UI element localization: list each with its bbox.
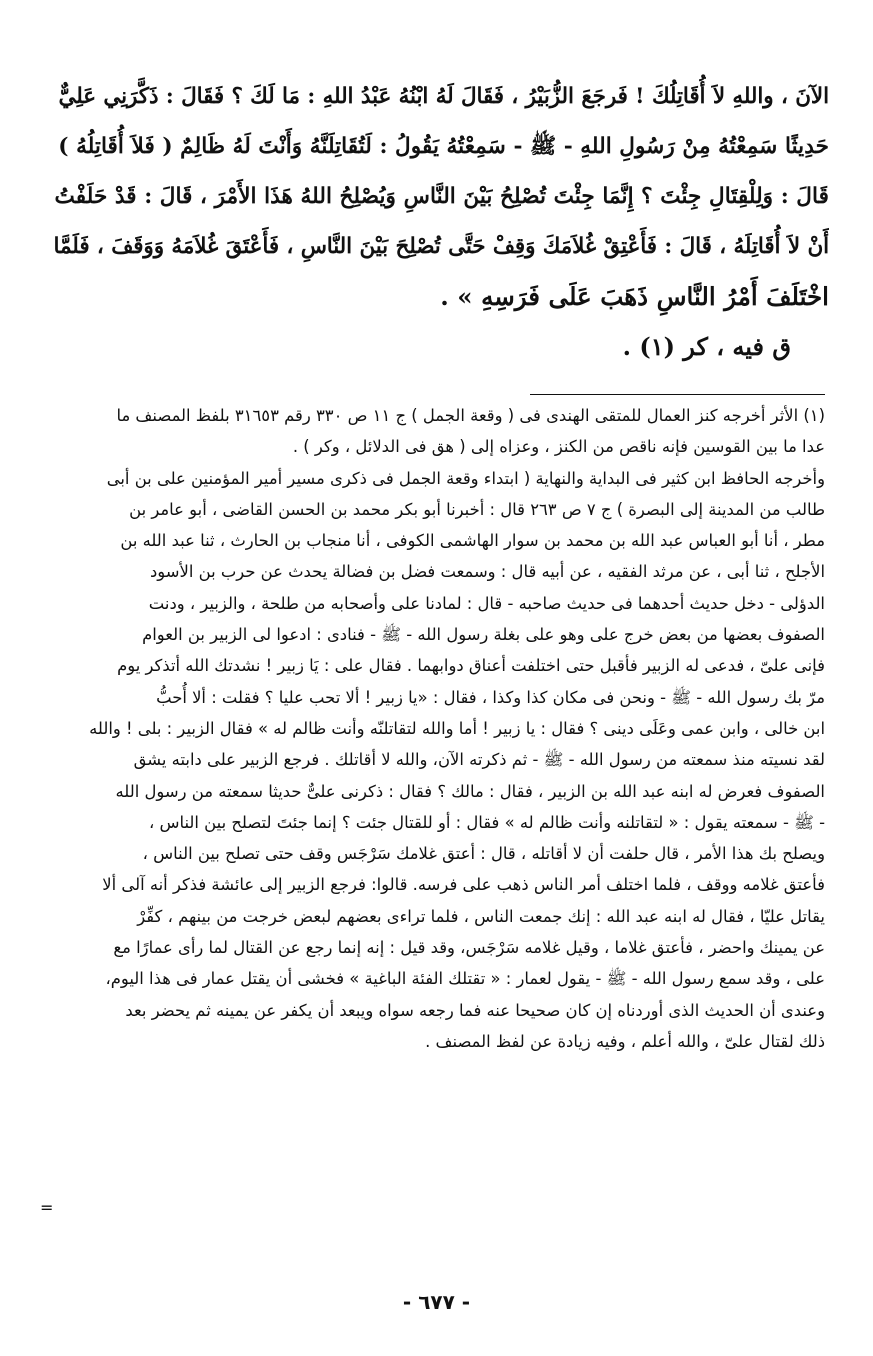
main-text-line: حَدِيثًا سَمِعْتُهُ مِنْ رَسُولِ اللهِ - ﷺ - سَمِعْتُهُ يَقُولُ : لَتُقَاتِلَنَّهُ وَأَنْتَ لَهُ ظَالِمٌ ( فَلاَ أُقَاتِلُهُ ) [58,134,829,159]
footnote-line: مرّ بك رسول الله - ﷺ - ونحن فى مكان كذا وكذا ، فقال : «يا زبير ! ألا تحب عليا ؟ فقلت : ألا أُحبُّ [156,687,825,707]
footnote-line: وأخرجه الحافظ ابن كثير فى البداية والنهاية ( ابتداء وقعة الجمل فى ذكرى مسير أمير المؤمنين على بن أبى [106,468,825,488]
footnote-line: وعندى أن الحديث الذى أوردناه إن كان صحيحا عنه فما رجعه سواه ويبعد أن يكفر عن يمينه ثم يحضر بعد [125,1000,825,1020]
footnote [52,400,825,1057]
footnote-line: فأعتق غلامه ووقف ، فلما اختلف أمر الناس ذهب على فرسه. قالوا: فرجع الزبير إلى عائشة فذكر أنه آلى ألا [102,875,825,895]
page-number: - ٦٧٧ - [402,1290,471,1314]
footnote-line: ويصلح بك هذا الأمر ، قال حلفت أن لا أقاتله ، قال : أعتق غلامك سَرْجَس وقف حتى تصلح بين الناس ، [142,844,825,864]
footnote-line: عن يمينك واحضر ، فأعتق غلاما ، وقيل غلامه سَرْجَس، وقد قيل : إنه إنما رجع عن القتال لما رأى عمارًا مع [113,938,825,958]
footnote-line: الصفوف بعضها من بعض خرج على وهو على بغلة رسول الله - ﷺ - فنادى : ادعوا لى الزبير بن العوام [142,625,825,645]
main-text [52,72,829,372]
footnote-line: على ، وقد سمع رسول الله - ﷺ - يقول لعمار : « تقتلك الفئة الباغية » فخشى أن يقتل عمار فى هذا اليوم، [105,969,825,989]
footnote-line: طالب من المدينة إلى البصرة ) ج ٧ ص ٢٦٣ قال : أخبرنا أبو بكر محمد بن الحسن القاضى ، أبو عامر بن [129,499,825,519]
footnote-line: الأجلح ، ثنا أبى ، عن مرثد الفقيه ، عن أبيه قال : وسمعت فضل بن فضالة يحدث عن حرب بن الأسود [149,562,825,582]
footnote-line: لقد نسيته منذ سمعته من رسول الله - ﷺ - ثم ذكرته الآن، والله لا أقاتلك . فرجع الزبير على دابته يشق [133,750,825,770]
main-text-line: الآنَ ، واللهِ لاَ أُقَاتِلُكَ ! فَرجَعَ الزُّبَيْرُ ، فَقَالَ لَهُ ابْنُهُ عَبْدُ اللهِ : مَا لَكَ ؟ فَقَالَ : ذَكَّرَنِي عَلِيٌّ [58,84,829,109]
footnote-separator [530,394,825,395]
footnote-line: (١) الأثر أخرجه كنز العمال للمتقى الهندى فى ( وقعة الجمل ) ج ١١ ص ٣٣٠ رقم ٣١٦٥٣ بلفظ المصنف ما [116,406,825,425]
footnote-line: الصفوف فعرض له ابنه عبد الله بن الزبير ، فقال : مالك ؟ فقال : ذكرنى علىٌّ حديثا سمعته من رسول الله [115,781,825,801]
main-text-line: اخْتَلَفَ أَمْرُ النَّاسِ ذَهَبَ عَلَى فَرَسِهِ » . [440,282,829,311]
source-reference: ق فيه ، كر (١) . [622,332,791,361]
footnote-line: - ﷺ - سمعته يقول : « لتقاتلنه وأنت ظالم له » فقال : أو للقتال جئت ؟ إنما جئتَ لتصلح بين الناس ، [148,812,825,832]
main-text-line: أَنْ لاَ أُقَاتِلَهُ ، قَالَ : فَأَعْتِقْ غُلاَمَكَ وَقِفْ حَتَّى تُصْلِحَ بَيْنَ النَّاسِ ، فَأَعْتَقَ غُلاَمَهُ وَوَقَفَ ، فَلَمَّا [53,234,829,259]
footnote-line: مطر ، أنا أبو العباس عبد الله بن محمد بن سوار الهاشمى الكوفى ، أنا منجاب بن الحارث ، ثنا عبد الله بن [120,531,825,551]
footnote-line: الدؤلى - دخل حديث أحدهما فى حديث صاحبه - قال : لمادنا على وأصحابه من طلحة ، والزبير ، ودنت [148,593,825,613]
footnote-line: ذلك لقتال علىّ ، والله أعلم ، وفيه زيادة عن لفظ المصنف . [425,1031,825,1051]
footnote-line: ابن خالى ، وابن عمى وعَلَى دينى ؟ فقال : يا زبير ! أما والله لتقاتلنّه وأنت ظالم له » فقال الزبير : بلى ! والله [89,718,825,738]
footnote-line: فإنى علىّ ، فدعى له الزبير فأقبل حتى اختلفت أعناق دوابهما . فقال على : يَا زبير ! نشدتك الله أتذكر يوم [117,656,825,676]
footnote-line: عدا ما بين القوسين فإنه ناقص من الكنز ، وعزاه إلى ( هق فى الدلائل ، وكر ) . [292,437,825,457]
footnote-continuation-mark: = [40,1198,54,1217]
main-text-line: قَالَ : وَلِلْقِتَالِ جِئْتَ ؟ إِنَّمَا جِئْتَ تُصْلِحُ بَيْنَ النَّاسِ وَيُصْلِحُ اللهُ هَذَا الأَمْرَ ، قَالَ : قَدْ حَلَفْتُ [54,184,829,209]
footnote-line: يقاتل عليّا ، فقال له ابنه عبد الله : إنك جمعت الناس ، فلما تراءى بعضهم لبعض خرجت من بينهم ، كفِّرْ [137,906,825,926]
